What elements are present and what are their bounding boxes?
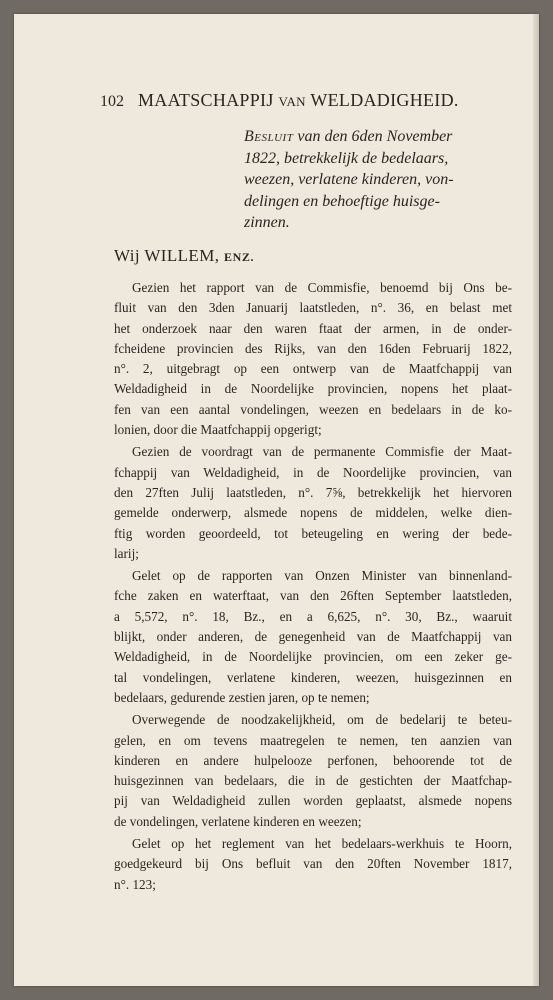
opening-name: Wij WILLEM, bbox=[114, 246, 220, 265]
running-title bbox=[138, 90, 459, 110]
paragraph-line: de vondelingen, verlatene kinderen en weezen; bbox=[114, 813, 362, 829]
paragraph-line: fchappij van Weldadigheid, in de Noordelijke provincien, van bbox=[114, 464, 512, 480]
paragraph-line: ftig worden geoordeeld, tot beteugeling en wering der bede- bbox=[114, 525, 512, 541]
paragraph bbox=[114, 834, 512, 895]
paragraph-line: Weldadigheid in de Noordelijke provincien, nopens het plaat- bbox=[114, 381, 512, 397]
running-title-van: VAN bbox=[278, 94, 306, 109]
paragraph-line: Weldadigheid, in de Noordelijke provincien, om een zeker ge- bbox=[114, 649, 512, 665]
opening-enz: ENZ. bbox=[224, 250, 255, 264]
decree-title-line-4: delingen en behoeftige huisge- bbox=[244, 192, 440, 210]
paragraph-line: fche zaken en waterftaat, van den 26ften September laatstleden, bbox=[114, 588, 512, 604]
paragraph-line: fcheidene provincien des Rijks, van den 16den Februarij 1822, bbox=[114, 340, 512, 356]
paragraph-line: Gezien de voordragt van de permanente Commisfie der Maat- bbox=[132, 444, 512, 460]
paragraph-line: gemelde onderwerp, alsmede nopens de middelen, welke dien- bbox=[114, 505, 512, 521]
page-edge bbox=[533, 14, 539, 986]
running-head bbox=[100, 90, 520, 111]
paragraph-line: goedgekeurd bij Ons befluit van den 20ften November 1817, bbox=[114, 856, 512, 872]
paragraph-line: lonien, door die Maatfchappij opgerigt; bbox=[114, 422, 322, 438]
paragraph-line: n°. 123; bbox=[114, 876, 156, 892]
paragraph-line: a 5,572, n°. 18, Bz., en a 6,625, n°. 30, Bz., waaruit bbox=[114, 608, 512, 624]
paragraph-line: Overwegende de noodzakelijkheid, om de bedelarij te beteu- bbox=[132, 712, 512, 728]
page-number: 102 bbox=[100, 93, 124, 110]
paragraph-line: pij van Weldadigheid zullen worden geplaatst, alsmede nopens bbox=[114, 793, 512, 809]
paragraph-line: n°. 2, uitgebragt op een ontwerp van de Maatfchappij van bbox=[114, 361, 512, 377]
body-text bbox=[114, 246, 512, 897]
paragraph-line: huisgezinnen van bedelaars, die in de gestichten der Maatfchap- bbox=[114, 773, 512, 789]
decree-title bbox=[244, 126, 526, 234]
paragraph-line: larij; bbox=[114, 545, 139, 561]
decree-title-lead: Besluit bbox=[244, 128, 294, 145]
decree-title-line-3: weezen, verlatene kinderen, von- bbox=[244, 171, 454, 188]
paragraph-line: fluit van den 3den Januarij laatstleden, n°. 36, en belast met bbox=[114, 300, 512, 316]
paragraph-line: Gelet op de rapporten van Onzen Minister van binnenland- bbox=[132, 568, 512, 584]
paragraph-line: gelen, en om tevens maatregelen te nemen, ten aanzien van bbox=[114, 732, 512, 748]
paragraph bbox=[114, 566, 512, 708]
book-page bbox=[14, 14, 539, 986]
paragraph bbox=[114, 278, 512, 440]
decree-title-line-2: 1822, betrekkelijk de bedelaars, bbox=[244, 149, 449, 167]
paragraph-line: kinderen en andere hulpelooze perfonen, behoorende tot de bbox=[114, 752, 512, 768]
paragraph-line: den 27ften Julij laatstleden, n°. 7⅝, betrekkelijk het hiervoren bbox=[114, 484, 512, 500]
paragraph-line: tal vondelingen, verlatene kinderen, weezen, huisgezinnen en bbox=[114, 669, 512, 685]
paragraph-line: bedelaars, gedurende zestien jaren, op te nemen; bbox=[114, 689, 370, 705]
paragraphs bbox=[114, 278, 512, 895]
decree-title-line-1 bbox=[244, 126, 526, 148]
paragraph-line: Gelet op het reglement van het bedelaars-werkhuis te Hoorn, bbox=[132, 836, 512, 852]
decree-title-line-5: zinnen. bbox=[244, 214, 290, 231]
decree-title-text: van den 6den November bbox=[297, 128, 453, 145]
paragraph bbox=[114, 710, 512, 832]
paragraph-line: fen van een aantal vondelingen, weezen en bedelaars in de ko- bbox=[114, 401, 512, 417]
opening-formula bbox=[114, 246, 512, 266]
running-title-prefix: MAATSCHAPPIJ bbox=[138, 90, 274, 110]
paragraph-line: het onderzoek naar den waren ftaat der armen, in de onder- bbox=[114, 320, 512, 336]
paragraph-line: blijkt, onder anderen, de genegenheid van de Maatfchappij van bbox=[114, 629, 512, 645]
paragraph-line: Gezien het rapport van de Commisfie, benoemd bij Ons be- bbox=[132, 280, 512, 295]
paragraph bbox=[114, 442, 512, 564]
running-title-suffix: WELDADIGHEID. bbox=[310, 90, 459, 110]
